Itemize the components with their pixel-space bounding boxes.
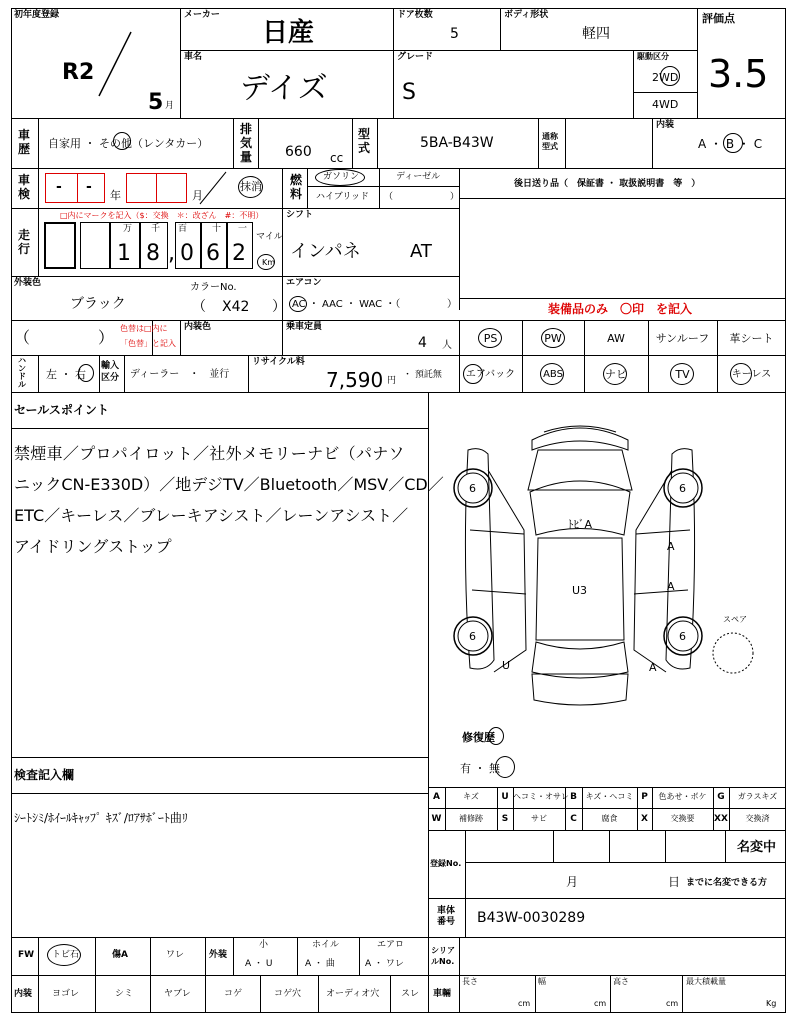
equip-ps: PS (483, 332, 498, 345)
history-other-circle (113, 132, 131, 150)
sales-line-4: アイドリングストップ (14, 537, 172, 556)
fuel-gas: ガソリン (323, 172, 360, 182)
bottom-tear: ヤブレ (164, 989, 191, 999)
code-x: X (641, 814, 648, 824)
exterior-paren-close: ） (98, 328, 115, 347)
damage-right-3: A (649, 661, 657, 674)
equip-tv-circle (670, 363, 694, 385)
regno-day: 日 (668, 875, 681, 889)
import-label: 輸入区分 (101, 361, 120, 383)
exterior-paren-open: （ (14, 328, 31, 347)
equip-abs: ABS (543, 369, 563, 380)
exterior-label: 外装色 (14, 278, 42, 288)
reg-label: 初年度登録 (14, 10, 60, 20)
inspection-box-3 (126, 173, 157, 203)
mileage-man: 万 (123, 224, 133, 234)
aircon-value: AC ・ AAC ・ WAC ・（ (292, 299, 401, 310)
shift-label: シフト (286, 210, 314, 220)
chassis-value: B43W-0030289 (477, 910, 586, 926)
mileage-mark-box (44, 222, 76, 269)
dims-width: 幅 (538, 977, 546, 986)
interior-value: A ・ B ・ C (698, 137, 763, 151)
mileage-ichi: 一 (238, 224, 248, 234)
code-b-desc: キズ・ヘコミ (585, 792, 634, 801)
fuel-diesel: ディーゼル (396, 172, 441, 182)
bottom-fw-circle (47, 944, 81, 966)
import-value: ディーラー ・ 並行 (130, 369, 230, 380)
equip-ps-circle (478, 328, 502, 348)
damage-left-u: U (502, 659, 511, 672)
bottom-wheel: ホイル (312, 940, 340, 950)
recycle-unit: 円 (387, 376, 397, 386)
bottom-naiso: 内装 (14, 989, 33, 999)
common-model-label: 通称型式 (542, 132, 558, 151)
equip-airbag: エアバック (465, 369, 516, 380)
fuel-label: 燃料 (290, 173, 303, 201)
code-xx-desc: 交換済 (745, 814, 770, 823)
mileage-note: □内にマークを記入（$：交換 ＊：改ざん #：不明） (60, 211, 264, 220)
bottom-sho-val: A ・ U (245, 959, 273, 969)
bottom-sho: 小 (259, 940, 269, 950)
regno-label: 登録No. (430, 859, 462, 868)
mileage-digit-box-1 (80, 222, 110, 269)
code-w: W (431, 814, 442, 824)
code-c: C (570, 814, 577, 824)
later-items-label: 後日送り品（ 保証書 ・ 取扱説明書 等 ） (514, 179, 701, 189)
sales-line-2: ニックCN-E330D）／地デジTV／Bluetooth／MSV／CD／ (14, 475, 444, 494)
dims-width-unit: cm (594, 999, 607, 1008)
dims-height-unit: cm (666, 999, 679, 1008)
regno-deadline: までに名変できる方 (686, 878, 768, 888)
inspection-dash2: - (86, 179, 92, 195)
mileage-km: Km (262, 258, 276, 267)
damage-right-2: A (667, 580, 675, 593)
equip-keyless-circle (730, 363, 752, 385)
aircon-ac-circle (289, 296, 307, 312)
mileage-digit-5: 2 (232, 241, 246, 266)
bottom-aero-val: A ・ ワレ (365, 959, 404, 969)
bottom-wear: スレ (401, 989, 420, 999)
code-a-desc: キズ (463, 792, 479, 801)
capacity-label: 乗車定員 (286, 322, 323, 332)
exterior-note-2: 「色替」と記入 (120, 339, 176, 348)
exterior-color-label: カラーNo. (190, 282, 237, 293)
handle-value: 左 ・ 右 (46, 368, 86, 381)
capacity-unit: 人 (442, 340, 452, 351)
inspect-note-value: ｼｰﾄｼﾐ/ﾎｲｰﾙｷｬｯﾌﾟ ｷｽﾞ/ﾛｱｻﾎﾞｰﾄ曲ﾘ (14, 811, 188, 825)
bottom-gaiso: 外装 (209, 950, 228, 960)
recycle-value: 7,590 (326, 368, 384, 392)
dims-length-unit: cm (518, 999, 531, 1008)
inspection-dash1: - (56, 179, 62, 195)
history-value: 自家用 ・ その他（レンタカー） (48, 137, 209, 150)
displacement-value: 660 (285, 144, 312, 160)
interior-b-circle (723, 133, 743, 153)
inspection-expired: 抹消 (240, 180, 262, 193)
tire-rear-left: 6 (469, 630, 476, 643)
repair-none-circle (495, 756, 515, 778)
dims-height: 高さ (613, 977, 629, 986)
exterior-value: ブラック (70, 296, 126, 312)
bottom-burnhole: コゲ穴 (274, 989, 302, 999)
code-s: S (501, 814, 509, 824)
damage-windshield: ﾄﾋﾞA (568, 518, 593, 531)
displacement-label: 排気量 (240, 122, 253, 164)
exterior-color-no: X42 (222, 299, 250, 315)
fuel-other-end: ） (450, 192, 460, 202)
bottom-aero: エアロ (377, 940, 405, 950)
bottom-dirt: ヨゴレ (52, 989, 80, 999)
equip-aw: AW (607, 332, 625, 345)
handle-label: ハンドル (18, 356, 26, 389)
drive-2wd: 2WD (652, 71, 679, 84)
bottom-fw-val: トビ石 (52, 950, 80, 960)
bottom-stain: シミ (115, 989, 134, 999)
damage-right-1: A (667, 540, 675, 553)
carname-value: デイズ (240, 71, 328, 106)
recycle-label: リサイクル料 (252, 357, 305, 367)
mileage-sen: 千 (151, 224, 161, 234)
mileage-mile: マイル (256, 232, 283, 242)
sales-line-3: ETC／キーレス／ブレーキアシスト／レーンアシスト／ (14, 506, 409, 525)
model-label: 型式 (358, 127, 371, 155)
equip-label: 装備品のみ 〇印 を記入 (548, 302, 693, 316)
exterior-color-close: ） (272, 299, 286, 315)
code-g-desc: ガラスキズ (737, 792, 778, 801)
displacement-unit: cc (330, 151, 344, 165)
doors-label: ドア枚数 (397, 10, 433, 20)
equip-pw: PW (544, 332, 562, 345)
equip-airbag-circle (463, 364, 483, 384)
handle-right-circle (78, 364, 94, 382)
inspect-note-label: 検査記入欄 (14, 768, 75, 782)
dims-length: 長さ (462, 977, 478, 986)
sales-label: セールスポイント (14, 403, 109, 417)
chassis-label: 車体番号 (437, 906, 456, 927)
mileage-digit-2: 8 (146, 241, 160, 266)
equip-leather: 革シート (729, 332, 774, 345)
history-label: 車歴 (18, 128, 31, 156)
drive-2wd-circle (660, 66, 680, 86)
maker-label: メーカー (184, 10, 220, 20)
equip-sunroof: サンルーフ (655, 332, 710, 345)
inspection-year: 年 (110, 189, 121, 202)
fuel-gas-circle (315, 169, 365, 186)
capacity-value: 4 (418, 335, 427, 351)
code-p: P (641, 792, 648, 802)
dims-weight: 最大積載量 (686, 977, 726, 986)
inspection-slash (198, 170, 228, 206)
bottom-wheel-val: A ・ 曲 (305, 959, 335, 969)
equip-tv: TV (675, 368, 690, 381)
fuel-other: （ (384, 192, 394, 202)
reg-month: 5 (148, 90, 164, 115)
mileage-digit-1: 1 (117, 241, 131, 266)
grade-value: S (402, 80, 416, 105)
car-diagram (440, 410, 780, 720)
body-value: 軽四 (582, 26, 610, 42)
body-label: ボディ形状 (504, 10, 549, 20)
aircon-close: ） (447, 299, 457, 310)
reg-month-unit: 月 (165, 101, 175, 111)
exterior-note-1: 色替は□内に (120, 324, 168, 333)
code-g: G (717, 792, 725, 802)
bottom-fw: FW (18, 950, 35, 960)
score-label: 評価点 (702, 12, 735, 25)
equip-abs-circle (540, 363, 564, 385)
shift-position: インパネ (290, 241, 361, 262)
reg-slash (95, 30, 135, 100)
equip-keyless: キーレス (731, 369, 772, 380)
interior-label: 内装 (656, 120, 675, 130)
recycle-deposit: ・ 預託無 (403, 370, 442, 380)
inspection-label: 車検 (18, 173, 31, 201)
mileage-comma: , (168, 241, 175, 266)
shift-type: AT (410, 241, 432, 262)
intcolor-label: 内装色 (184, 322, 212, 332)
spare-label: スペア (723, 615, 747, 624)
bottom-ware: ワレ (166, 950, 185, 960)
equip-navi-circle (603, 363, 627, 385)
code-p-desc: 色あせ・ボケ (658, 792, 707, 801)
maker-value: 日産 (262, 18, 315, 48)
reg-era: R2 (62, 60, 95, 85)
bottom-scratch: 傷A (112, 950, 128, 960)
equip-navi: ナビ (605, 368, 627, 381)
bottom-burn: コゲ (224, 989, 243, 999)
exterior-color-open: （ (192, 299, 206, 315)
code-a: A (433, 792, 440, 802)
code-w-desc: 補修跡 (459, 814, 483, 823)
regno-name-change: 名変中 (737, 840, 777, 855)
mileage-label: 走行 (18, 228, 31, 256)
tire-front-left: 6 (469, 482, 476, 495)
dims-label: 車輛 (433, 989, 452, 999)
repair-label: 修復歴 (462, 731, 495, 744)
mileage-hyaku: 百 (178, 224, 188, 234)
mileage-km-circle (257, 254, 275, 270)
inspection-expired-circle (238, 176, 263, 198)
score-value: 3.5 (708, 52, 769, 96)
code-b: B (570, 792, 577, 802)
code-x-desc: 交換要 (670, 814, 695, 823)
equip-pw-circle (541, 328, 565, 348)
damage-roof: U3 (572, 584, 588, 597)
sales-line-1: 禁煙車／プロパイロット／社外メモリーナビ（パナソ (14, 444, 405, 463)
drive-label: 駆動区分 (637, 52, 669, 61)
mileage-jyu: 十 (212, 224, 222, 234)
code-xx: XX (714, 814, 728, 824)
grade-label: グレード (397, 52, 434, 62)
carname-label: 車名 (184, 52, 203, 62)
doors-value: 5 (450, 26, 459, 42)
inspection-month: 月 (192, 189, 203, 202)
fuel-hybrid: ハイブリッド (316, 192, 370, 202)
regno-month: 月 (566, 875, 579, 889)
code-c-desc: 腐食 (601, 814, 618, 823)
tire-front-right: 6 (679, 482, 686, 495)
mileage-digit-3: 0 (180, 241, 194, 266)
drive-4wd: 4WD (652, 98, 679, 111)
repair-value: 有 ・ 無 (460, 762, 500, 775)
dims-weight-unit: Kg (766, 999, 777, 1008)
code-u: U (501, 792, 509, 802)
inspection-box-4 (156, 173, 187, 203)
model-value: 5BA-B43W (420, 135, 494, 151)
mileage-digit-4: 6 (206, 241, 220, 266)
code-u-desc: ヘコミ・オサレ (513, 792, 569, 801)
code-s-desc: サビ (531, 814, 547, 823)
bottom-audio-hole: オーディオ穴 (326, 989, 380, 999)
aircon-label: エアコン (286, 278, 322, 288)
serial-label: シリアルNo. (431, 946, 455, 966)
tire-rear-right: 6 (679, 630, 686, 643)
repair-label-circle (488, 727, 504, 745)
